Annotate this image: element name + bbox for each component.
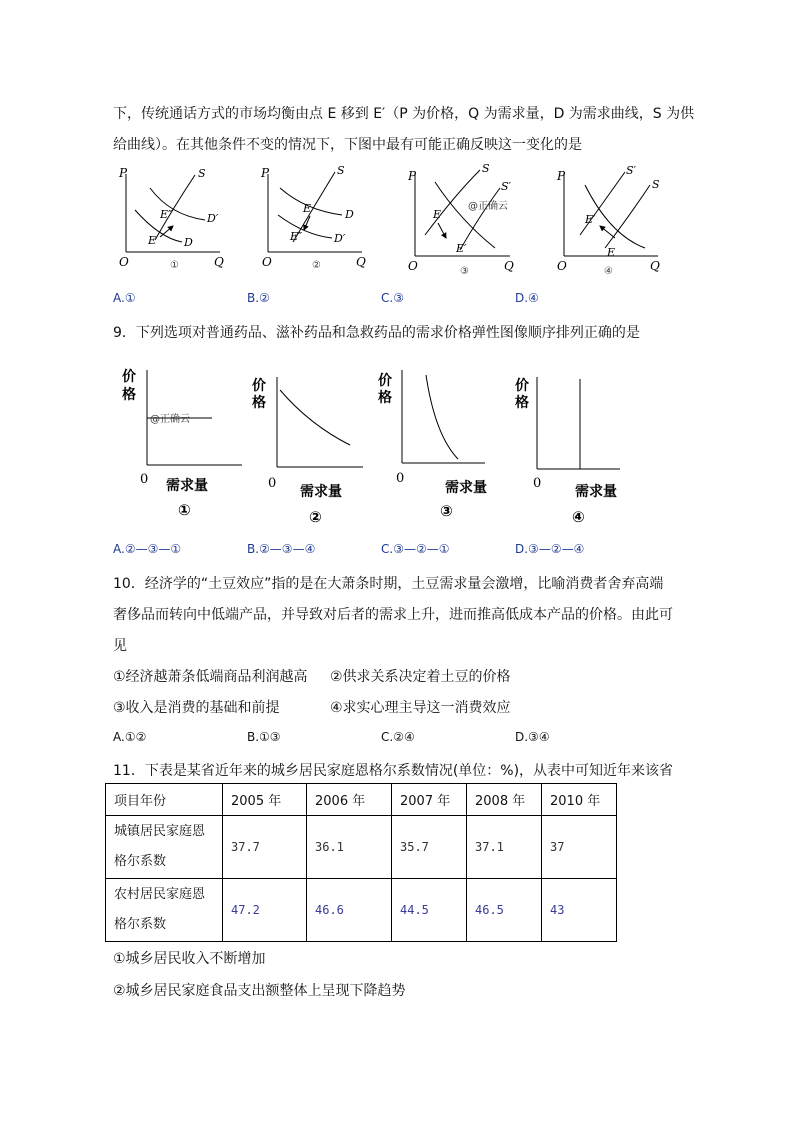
svg-text:格: 格 — [252, 395, 266, 411]
svg-text:O: O — [557, 259, 567, 273]
svg-text:0: 0 — [140, 472, 149, 487]
q10-statement-2: ②供求关系决定着土豆的价格 — [330, 669, 511, 685]
svg-text:Q: Q — [214, 255, 224, 269]
svg-text:需求量: 需求量 — [445, 480, 487, 496]
engel-coefficient-table — [105, 783, 617, 942]
q9-option-c[interactable]: C.③—②—① — [381, 542, 450, 556]
svg-text:S: S — [652, 178, 660, 191]
q9-stem: 9．下列选项对普通药品、滋补药品和急救药品的需求价格弹性图像顺序排列正确的是 — [113, 325, 640, 341]
q8-graphs — [110, 160, 680, 280]
svg-text:S′: S′ — [626, 164, 637, 177]
q8-option-b[interactable]: B.② — [247, 291, 270, 305]
svg-text:0: 0 — [268, 476, 277, 491]
svg-text:S′: S′ — [501, 180, 512, 193]
svg-text:需求量: 需求量 — [575, 484, 617, 500]
q8-graph-4 — [556, 164, 660, 277]
q10-statement-4: ④求实心理主导这一消费效应 — [330, 700, 511, 716]
q9-option-b[interactable]: B.②—③—④ — [247, 542, 316, 556]
svg-text:D: D — [184, 236, 193, 249]
q10-option-c[interactable]: C.②④ — [381, 730, 415, 744]
table-cell: 44.5 — [392, 879, 467, 942]
svg-text:价: 价 — [122, 369, 136, 385]
svg-text:需求量: 需求量 — [300, 484, 342, 500]
table-header-cell: 2010 年 — [542, 784, 617, 816]
q9-graph-1 — [122, 368, 242, 519]
svg-text:E: E — [433, 208, 442, 221]
table-row — [106, 816, 617, 879]
svg-text:S: S — [482, 162, 490, 175]
q10-stem-line1: 10．经济学的“土豆效应”指的是在大萧条时期，土豆需求量会激增，比喻消费者舍弃高端 — [113, 576, 664, 592]
svg-text:①: ① — [178, 501, 191, 519]
svg-text:Q: Q — [650, 259, 660, 273]
svg-text:价: 价 — [378, 373, 392, 389]
q10-option-d[interactable]: D.③④ — [515, 730, 550, 744]
label-line: 格尔系数 — [114, 854, 167, 869]
table-header-cell: 2006 年 — [307, 784, 392, 816]
q11-statement-2: ②城乡居民家庭食品支出额整体上呈现下降趋势 — [113, 983, 406, 999]
table-header-cell: 2008 年 — [467, 784, 542, 816]
q9-option-a[interactable]: A.②—③—① — [113, 542, 182, 556]
table-cell: 36.1 — [307, 816, 392, 879]
svg-text:E″: E″ — [290, 230, 303, 243]
svg-text:S: S — [337, 164, 345, 177]
svg-text:②: ② — [309, 508, 322, 526]
table-cell: 46.5 — [467, 879, 542, 942]
q8-option-d[interactable]: D.④ — [515, 291, 539, 305]
label-line: 格尔系数 — [114, 917, 167, 932]
svg-text:@正确云: @正确云 — [150, 414, 190, 425]
svg-text:④: ④ — [604, 266, 613, 277]
table-cell: 37.7 — [223, 816, 307, 879]
svg-text:价: 价 — [515, 378, 529, 394]
svg-text:E′: E′ — [456, 242, 467, 255]
q11-stem: 11．下表是某省近年来的城乡居民家庭恩格尔系数情况(单位：%)，从表中可知近年来该省 — [113, 763, 674, 779]
svg-text:P: P — [119, 166, 128, 180]
q8-graph-1 — [118, 166, 224, 271]
svg-text:Q: Q — [504, 259, 514, 273]
q8-option-c[interactable]: C.③ — [381, 291, 404, 305]
table-row — [106, 879, 617, 942]
svg-text:P: P — [557, 169, 566, 183]
svg-text:P: P — [408, 169, 417, 183]
q9-graph-2 — [252, 377, 363, 526]
label-line: 城镇居民家庭恩 — [114, 824, 206, 839]
svg-text:③: ③ — [440, 502, 453, 520]
table-cell: 35.7 — [392, 816, 467, 879]
svg-text:D: D — [345, 208, 354, 221]
q10-option-a[interactable]: A.①② — [113, 730, 147, 744]
svg-text:E: E — [303, 202, 312, 215]
svg-text:格: 格 — [122, 387, 136, 403]
svg-text:E′: E′ — [585, 213, 596, 226]
svg-text:③: ③ — [460, 266, 469, 277]
q10-stem-line2: 奢侈品而转向中低端产品，并导致对后者的需求上升，进而推高低成本产品的价格。由此可 — [113, 607, 673, 623]
q8-graph-2 — [260, 164, 366, 271]
q10-statement-1: ①经济越萧条低端商品利润越高 — [113, 669, 308, 685]
svg-text:D′: D′ — [207, 212, 219, 225]
svg-text:D′: D′ — [334, 232, 346, 245]
svg-text:价: 价 — [252, 378, 266, 394]
table-cell: 46.6 — [307, 879, 392, 942]
q8-graph-3 — [407, 162, 514, 277]
q10-stem-line3: 见 — [113, 638, 127, 654]
q10-option-b[interactable]: B.①③ — [247, 730, 281, 744]
svg-text:格: 格 — [378, 390, 392, 406]
svg-text:E: E — [607, 246, 616, 259]
svg-text:P: P — [261, 166, 270, 180]
svg-text:0: 0 — [533, 476, 542, 491]
table-header-cell: 2007 年 — [392, 784, 467, 816]
q9-option-d[interactable]: D.③—②—④ — [515, 542, 585, 556]
svg-text:①: ① — [170, 260, 179, 271]
q10-statement-3: ③收入是消费的基础和前提 — [113, 700, 280, 716]
table-cell: 47.2 — [223, 879, 307, 942]
table-cell: 37 — [542, 816, 617, 879]
svg-text:@正确云: @正确云 — [468, 201, 508, 212]
q8-stem-line2: 给曲线）。在其他条件不变的情况下，下图中最有可能正确反映这一变化的是 — [113, 137, 582, 153]
svg-text:格: 格 — [515, 395, 529, 411]
table-cell: 43 — [542, 879, 617, 942]
table-header-cell: 项目年份 — [106, 784, 223, 816]
svg-text:O: O — [408, 259, 418, 273]
svg-text:E″: E″ — [160, 208, 173, 221]
table-header-cell: 2005 年 — [223, 784, 307, 816]
q9-graphs — [110, 355, 630, 530]
q8-stem-line1: 下，传统通话方式的市场均衡由点 E 移到 E′（P 为价格，Q 为需求量，D 为需求曲线，S 为供 — [113, 106, 695, 122]
table-cell: 37.1 — [467, 816, 542, 879]
q9-graph-3 — [378, 370, 487, 520]
svg-text:Q: Q — [356, 255, 366, 269]
table-row-label — [106, 879, 223, 942]
svg-text:②: ② — [312, 260, 321, 271]
q9-graph-4 — [515, 377, 620, 526]
q11-statement-1: ①城乡居民收入不断增加 — [113, 951, 266, 967]
q8-option-a[interactable]: A.① — [113, 291, 136, 305]
svg-text:0: 0 — [396, 471, 405, 486]
svg-text:O: O — [119, 255, 129, 269]
table-row-label — [106, 816, 223, 879]
svg-text:S: S — [198, 167, 206, 180]
svg-text:E: E — [148, 234, 157, 247]
table-header-row — [106, 784, 617, 816]
label-line: 农村居民家庭恩 — [114, 887, 206, 902]
svg-text:④: ④ — [572, 508, 585, 526]
svg-text:需求量: 需求量 — [166, 478, 208, 494]
svg-text:O: O — [262, 255, 272, 269]
